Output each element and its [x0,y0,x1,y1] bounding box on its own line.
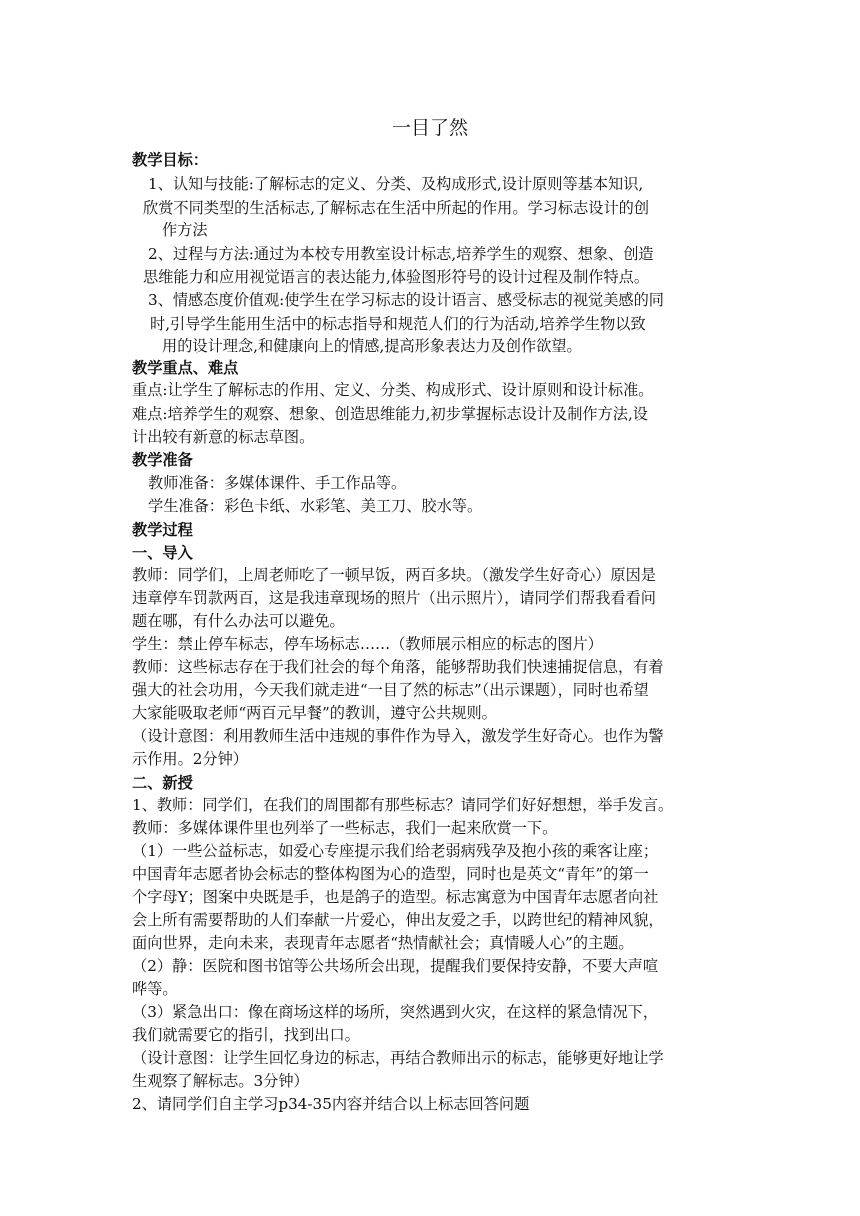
item-2-line-1: （2）静：医院和图书馆等公共场所会出现，提醒我们要保持安静，不要大声喧 [132,957,659,975]
new-lesson-teacher-line: 教师：多媒体课件里也列举了一些标志，我们一起来欣赏一下。 [132,819,558,837]
goal-1-line-1: 1、认知与技能:了解标志的定义、分类、及构成形式,设计原则等基本知识, [148,175,644,193]
intro-paragraph-1-line-3: 题在哪，有什么办法可以避免。 [132,612,345,630]
new-lesson-design-intent-line-1: （设计意图：让学生回忆身边的标志，再结合教师出示的标志，能够更好地让学 [132,1049,664,1067]
goal-1-line-2: 欣赏不同类型的生活标志,了解标志在生活中所起的作用。学习标志设计的创 [143,199,650,217]
goal-3-line-3: 用的设计理念,和健康向上的情感,提高形象表达力及创作欲望。 [162,337,582,355]
item-3-line-1: （3）紧急出口：像在商场这样的场所，突然遇到火灾，在这样的紧急情况下， [132,1003,659,1021]
item-3-line-2: 我们就需要它的指引，找到出口。 [132,1026,360,1044]
new-lesson-q2: 2、请同学们自主学习p34-35内容并结合以上标志回答问题 [132,1095,530,1113]
item-1-line-4: 会上所有需要帮助的人们奉献一片爱心，伸出友爱之手，以跨世纪的精神风貌， [132,911,664,929]
item-1-line-3: 个字母Y；图案中央既是手，也是鸽子的造型。标志寓意为中国青年志愿者向社 [132,888,659,906]
heading-introduction: 一、导入 [132,544,193,562]
heading-key-points: 教学重点、难点 [132,359,239,377]
key-point-line: 重点:让学生了解标志的作用、定义、分类、构成形式、设计原则和设计标准。 [132,381,654,399]
intro-paragraph-2-line-2: 强大的社会功用，今天我们就走进“一目了然的标志”（出示课题），同时也希望 [132,681,649,699]
intro-paragraph-1-line-2: 违章停车罚款两百，这是我违章现场的照片（出示照片），请同学们帮我看看问 [132,589,656,607]
heading-teaching-goals: 教学目标： [132,151,208,169]
heading-process: 教学过程 [132,521,193,539]
teacher-preparation: 教师准备：多媒体课件、手工作品等。 [148,474,407,492]
goal-2-line-2: 思维能力和应用视觉语言的表达能力,体验图形符号的设计过程及制作特点。 [143,268,650,286]
item-1-line-5: 面向世界，走向未来，表现青年志愿者“热情献社会；真情暖人心”的主题。 [132,934,634,952]
intro-paragraph-2-line-3: 大家能吸取老师“两百元早餐”的教训，遵守公共规则。 [132,704,497,722]
goal-3-line-1: 3、情感态度价值观:使学生在学习标志的设计语言、感受标志的视觉美感的同 [148,291,664,309]
item-2-line-2: 哗等。 [132,980,178,998]
difficulty-line-2: 计出较有新意的标志草图。 [132,428,315,446]
intro-paragraph-1-line-1: 教师：同学们，上周老师吃了一顿早饭，两百多块。（激发学生好奇心）原因是 [132,566,656,584]
intro-design-intent-line-1: （设计意图：利用教师生活中违规的事件作为导入，激发学生好奇心。也作为警 [132,727,664,745]
student-preparation: 学生准备：彩色卡纸、水彩笔、美工刀、胶水等。 [148,497,483,515]
heading-preparation: 教学准备 [132,451,193,469]
goal-1-line-3: 作方法 [162,221,208,239]
new-lesson-design-intent-line-2: 生观察了解标志。3分钟） [132,1072,309,1090]
heading-new-lesson: 二、新授 [132,774,193,792]
intro-design-intent-line-2: 示作用。2分钟） [132,750,248,768]
intro-paragraph-2-line-1: 教师：这些标志存在于我们社会的每个角落，能够帮助我们快速捕捉信息，有着 [132,658,664,676]
goal-2-line-1: 2、过程与方法:通过为本校专用教室设计标志,培养学生的观察、想象、创造 [148,245,654,263]
document-title: 一目了然 [391,117,468,139]
difficulty-line-1: 难点:培养学生的观察、想象、创造思维能力,初步掌握标志设计及制作方法,设 [132,405,648,423]
goal-3-line-2: 时,引导学生能用生活中的标志指导和规范人们的行为活动,培养学生物以致 [150,315,646,333]
intro-student-line: 学生：禁止停车标志，停车场标志……（教师展示相应的标志的图片） [132,635,603,653]
item-1-line-1: （1）一些公益标志，如爱心专座提示我们给老弱病残孕及抱小孩的乘客让座； [132,842,659,860]
item-1-line-2: 中国青年志愿者协会标志的整体构图为心的造型，同时也是英文“青年”的第一 [132,865,649,883]
new-lesson-q1: 1、教师：同学们，在我们的周围都有那些标志？请同学们好好想想，举手发言。 [132,796,674,814]
